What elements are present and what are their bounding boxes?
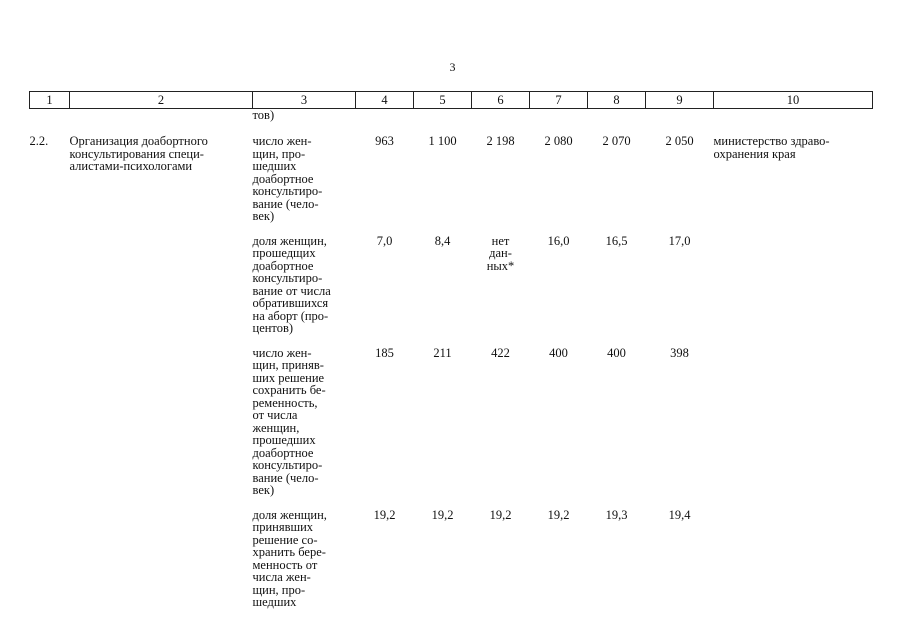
value-cell: 16,0 xyxy=(547,233,570,248)
header-col-6: 6 xyxy=(472,92,530,109)
value-cell: 19,2 xyxy=(431,507,454,522)
header-col-8: 8 xyxy=(588,92,646,109)
value-cell: 211 xyxy=(433,345,452,360)
value-cell: 398 xyxy=(670,345,689,360)
value-cell: 963 xyxy=(375,134,394,148)
page-number: 3 xyxy=(449,60,456,74)
value-cell: 19,4 xyxy=(668,507,691,522)
value-cell: нет дан- ных* xyxy=(486,233,515,273)
value-cell: 19,2 xyxy=(489,507,512,522)
header-col-1: 1 xyxy=(30,92,70,109)
responsible-executor: министерство здраво- охранения края xyxy=(713,134,830,161)
section-number: 2.2. xyxy=(29,134,49,148)
continuation-text: тов) xyxy=(252,108,275,122)
value-cell: 185 xyxy=(375,345,394,360)
value-cell: 2 080 xyxy=(544,134,573,148)
indicator-label: число жен- щин, приняв- ших решение сохранить бе- ременность, от числа женщин, прошедших доабортное консультиро- вание (чело- век) xyxy=(252,345,326,497)
value-cell: 17,0 xyxy=(668,233,691,248)
header-col-2: 2 xyxy=(70,92,253,109)
header-col-3: 3 xyxy=(253,92,356,109)
value-cell: 422 xyxy=(491,345,510,360)
table-row xyxy=(30,497,873,609)
value-cell: 400 xyxy=(607,345,626,360)
continuation-row xyxy=(30,109,873,124)
indicator-label: число жен- щин, про- шедших доабортное консультиро- вание (чело- век) xyxy=(252,134,323,223)
value-cell: 19,2 xyxy=(547,507,570,522)
header-col-4: 4 xyxy=(356,92,414,109)
value-cell: 7,0 xyxy=(376,233,393,248)
header-col-9: 9 xyxy=(646,92,714,109)
program-table xyxy=(29,91,873,609)
value-cell: 16,5 xyxy=(605,233,628,248)
value-cell: 400 xyxy=(549,345,568,360)
header-col-5: 5 xyxy=(414,92,472,109)
value-cell: 2 070 xyxy=(602,134,631,148)
value-cell: 1 100 xyxy=(428,134,457,148)
table-row xyxy=(30,335,873,497)
value-cell: 8,4 xyxy=(434,233,451,248)
table-row xyxy=(30,223,873,335)
indicator-label: доля женщин, принявших решение со- хранить бере- менность от числа жен- щин, про- шедших xyxy=(252,507,327,609)
header-row xyxy=(30,92,873,109)
section-title: Организация доабортного консультирования специ- алистами-психологами xyxy=(69,134,208,173)
header-col-10: 10 xyxy=(714,92,873,109)
value-cell: 19,2 xyxy=(373,507,396,522)
indicator-label: доля женщин, прошедщих доабортное консультиро- вание от числа обратившихся на аборт (про- центов) xyxy=(252,233,331,335)
table-row xyxy=(30,123,873,223)
header-col-7: 7 xyxy=(530,92,588,109)
value-cell: 2 050 xyxy=(665,134,694,148)
value-cell: 2 198 xyxy=(486,134,515,148)
value-cell: 19,3 xyxy=(605,507,628,522)
